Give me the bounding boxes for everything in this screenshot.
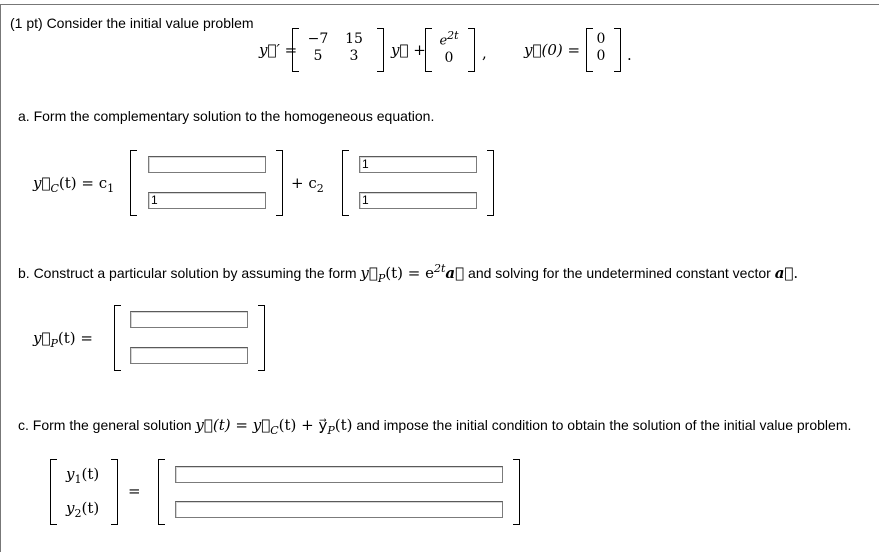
particular-top-input[interactable] — [130, 311, 248, 328]
general-y2: $y_2(t)$ — [66, 499, 100, 520]
forcing-top: e — [439, 33, 448, 49]
vec2-bracket-left — [342, 150, 349, 216]
matrix-bracket-right — [377, 28, 384, 72]
part-b-lhs: $y⃗_P(t)$ = — [33, 329, 93, 350]
particular-bracket-left — [114, 305, 121, 371]
complementary-vec2-bottom-input[interactable] — [359, 192, 477, 209]
general-lhs-bracket-left — [50, 459, 57, 525]
part-c-prompt-end: and impose the initial condition to obtain the solution of the initial value problem. — [356, 417, 852, 433]
problem-header: (1 pt) Consider the initial value problem — [10, 15, 254, 31]
complementary-vec2-top-input[interactable] — [359, 156, 477, 173]
part-b-prompt-end: and solving for the undetermined constant vector — [468, 265, 771, 281]
part-c-prompt-math: y⃗(t) = $y⃗_C(t)$ + $y⃗_P(t)$ — [195, 416, 353, 437]
part-c-prompt — [18, 416, 851, 437]
part-b-prompt — [18, 262, 798, 285]
ic-top: 0 — [596, 31, 606, 47]
forcing-bracket-left — [425, 28, 432, 72]
part-b-prompt-start: b. Construct a particular solution by assuming the form — [18, 265, 357, 281]
general-y2-input[interactable] — [175, 501, 503, 518]
forcing-exp: 2t — [447, 29, 459, 42]
part-a-lhs: $y⃗_C(t) = c_1$ — [33, 174, 115, 195]
forcing-vector — [433, 29, 465, 66]
page-border-top — [0, 4, 879, 5]
part-a-prompt: a. Form the complementary solution to the homogeneous equation. — [18, 108, 435, 124]
vec2-bracket-right — [487, 150, 494, 216]
forcing-bottom: 0 — [444, 50, 454, 67]
ic-bottom: 0 — [596, 48, 606, 64]
complementary-vec1-top-input[interactable] — [148, 156, 266, 173]
matrix-a21: 5 — [313, 48, 323, 64]
ode-comma: , — [482, 44, 487, 62]
forcing-bracket-right — [468, 28, 475, 72]
matrix-a22: 3 — [349, 48, 359, 64]
ode-y-plus: y⃗ + — [391, 41, 426, 59]
general-equals: = — [128, 482, 141, 500]
complementary-vec1-bottom-input[interactable] — [148, 192, 266, 209]
general-lhs-bracket-right — [111, 459, 118, 525]
part-b-prompt-a: a⃗. — [774, 264, 799, 282]
ic-bracket-right — [614, 28, 621, 72]
page-border-left — [0, 4, 1, 552]
ic-lhs: y⃗(0) = — [524, 41, 581, 59]
ode-lhs: y⃗′ = — [259, 41, 298, 59]
general-rhs-bracket-left — [158, 459, 165, 525]
general-y1-input[interactable] — [175, 466, 503, 483]
general-y1: $y_1(t)$ — [66, 465, 100, 486]
ic-vector — [592, 31, 610, 64]
particular-bottom-input[interactable] — [130, 347, 248, 364]
general-rhs-bracket-right — [513, 459, 520, 525]
matrix-a11: −7 — [307, 31, 329, 47]
coefficient-matrix — [300, 31, 372, 64]
vec1-bracket-right — [276, 150, 283, 216]
matrix-bracket-left — [292, 28, 299, 72]
ic-period: . — [627, 46, 632, 64]
vec1-bracket-left — [130, 150, 137, 216]
particular-bracket-right — [258, 305, 265, 371]
part-c-prompt-start: c. Form the general solution — [18, 417, 192, 433]
matrix-a12: 15 — [345, 31, 363, 47]
part-b-prompt-math: $y⃗_P(t)$ = $e^{2t}a⃗$ — [360, 262, 465, 285]
part-a-plus-c2: + $c_2$ — [291, 174, 324, 195]
